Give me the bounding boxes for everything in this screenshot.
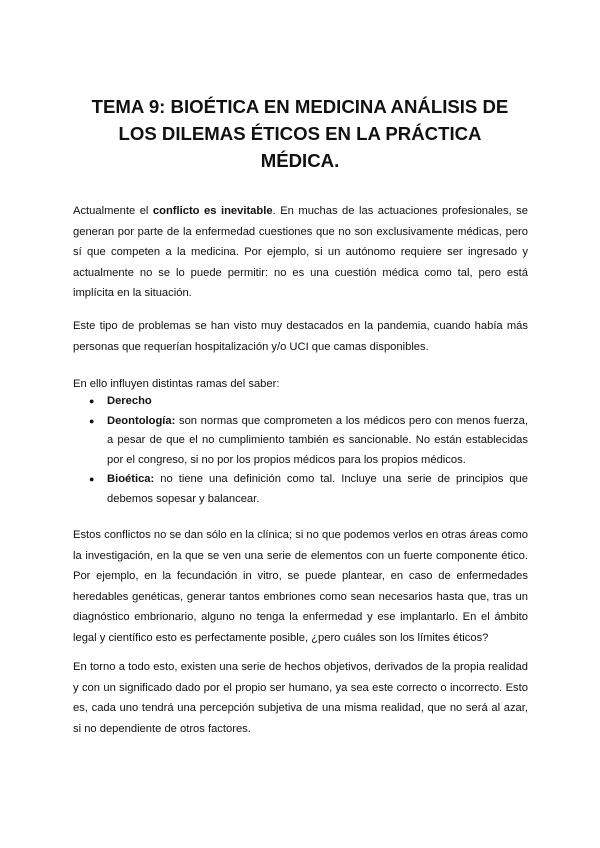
bullet-icon: ● [89,415,95,426]
paragraph-pandemic: Este tipo de problemas se han visto muy destacados en la pandemia, cuando había más personas que requerían hospitalización y/o UCI que camas disponibles. [73,320,528,353]
title-line-3: MÉDICA. [260,150,340,171]
conflict-emphasis: conflicto es inevitable [152,205,273,217]
list-item [73,470,528,509]
title-line-1: TEMA 9: BIOÉTICA EN MEDICINA ANÁLISIS DE [91,96,509,117]
paragraph-conflict-rest: . En muchas de las actuaciones profesionales, se generan por parte de la enfermedad cuestiones que no son exclusivamente médicas, pero sí que competen a la medicina. Por ejemplo, si un autónomo requiere ser ingresado y actualmente no se lo puede permitir: no es una cuestión médica como tal, pero está implícita en la situación. [73,205,528,299]
bullet-icon: ● [89,396,95,406]
list-item-text: no tiene una definición como tal. Incluye una serie de principios que debemos sopesar y balancear. [107,473,528,505]
list-item-term: Bioética: [107,473,155,485]
paragraph-conflict [73,201,528,304]
paragraph-objective-facts: En torno a todo esto, existen una serie de hechos objetivos, derivados de la propia realidad y con un significado dado por el propio ser humano, ya sea este correcto o incorrecto. Esto es, cada uno tendrá una percepción subjetiva de una misma realidad, que no será al azar, si no dependiente de otros factores. [73,661,528,735]
list-item [73,412,528,471]
list-item-term: Derecho [107,395,152,407]
list-item-text: son normas que comprometen a los médicos pero con menos fuerza, a pesar de que el no cumplimiento también es sancionable. No están establecidas por el congreso, si no por los propios médicos para los propios médicos. [107,414,528,466]
list-item-term: Deontología: [107,414,176,427]
bullet-icon: ● [89,474,95,484]
paragraph-conflict-lead: Actualmente el [73,205,153,217]
paragraph-branches-intro: En ello influyen distintas ramas del saber: [73,378,280,390]
paragraph-research: Estos conflictos no se dan sólo en la clínica; si no que podemos verlos en otras áreas como la investigación, en la que se ven una serie de elementos con un fuerte componente ético. Por ejemplo, en la fecundación in vitro, se puede plantear, en caso de enfermedades heredables genéticas, generar tantos embriones como sean necesarios hasta que, tras un diagnóstico embrionario, alguno no tenga la enfermedad y ese implantarlo. En el ámbito legal y científico esto es perfectamente posible, ¿pero cuáles son los límites éticos? [73,529,528,644]
list-item [73,392,528,412]
title-line-2: LOS DILEMAS ÉTICOS EN LA PRÁCTICA [118,123,482,144]
document-title [70,93,530,174]
branches-list [73,392,528,509]
